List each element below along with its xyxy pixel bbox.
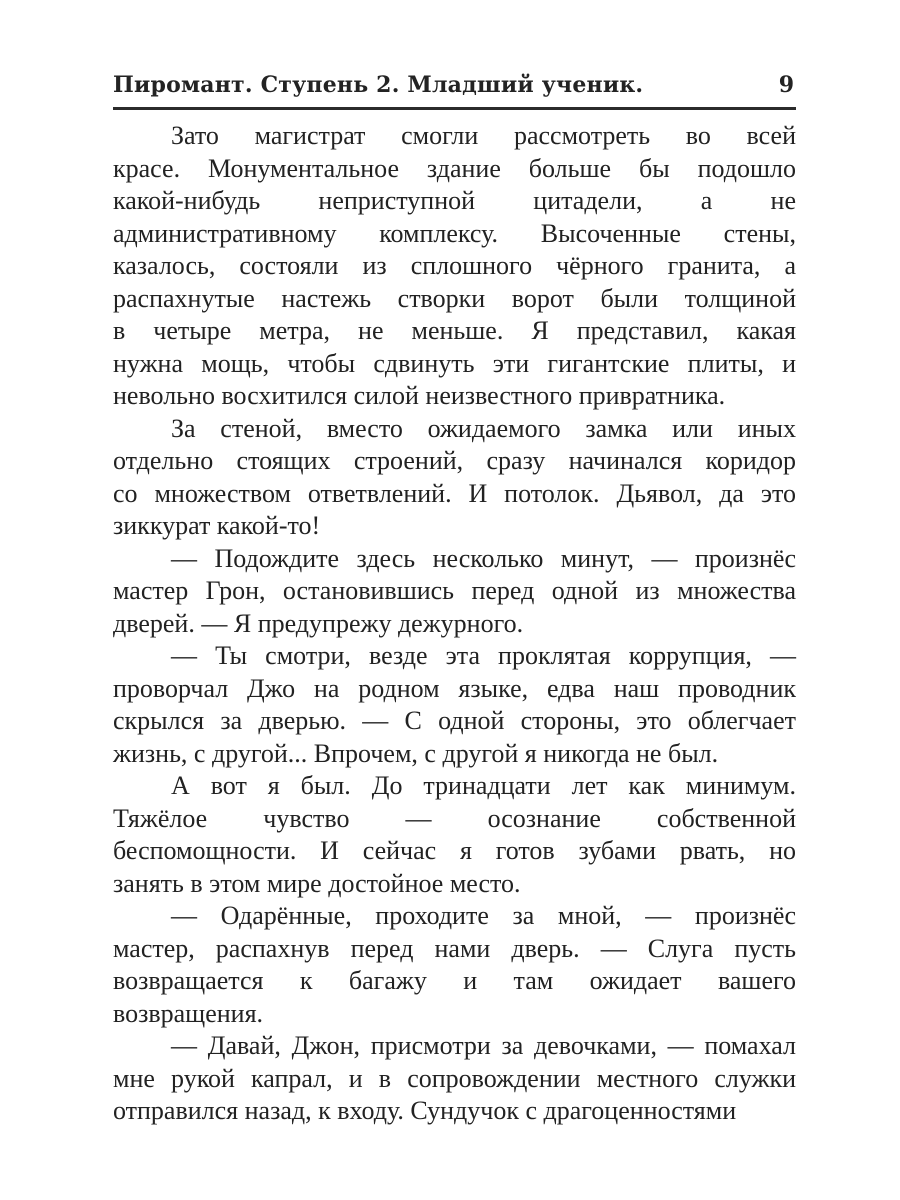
- text-line: возвращается к багажу и там ожидает вашего: [113, 966, 796, 995]
- text-line: беспомощности. И сейчас я готов зубами рвать, но: [113, 836, 796, 865]
- paragraph: [113, 543, 796, 641]
- paragraph: [113, 1030, 796, 1128]
- page-content: [113, 72, 796, 1128]
- text-line: казалось, состояли из сплошного чёрного гранита, а: [113, 251, 796, 280]
- text-line: со множеством ответвлений. И потолок. Дьявол, да это: [113, 478, 796, 508]
- text-line: распахнутые настежь створки ворот были толщиной: [113, 283, 796, 313]
- text-line: административному комплексу. Высоченные стены,: [113, 218, 796, 248]
- paragraph: [113, 413, 796, 543]
- text-line: мне рукой капрал, и в сопровождении местного служки: [113, 1063, 796, 1093]
- paragraph: [113, 770, 796, 900]
- paragraph: [113, 900, 796, 1030]
- text-line: Зато магистрат смогли рассмотреть во всей: [171, 121, 796, 150]
- header-rule: [113, 107, 796, 110]
- text-line: какой-нибудь неприступной цитадели, а не: [113, 186, 796, 215]
- page-number: 9: [778, 72, 794, 98]
- text-line: проворчал Джо на родном языке, едва наш проводник: [113, 673, 796, 703]
- text-line: — Одарённые, проходите за мной, — произнёс: [171, 901, 796, 930]
- text-line: скрылся за дверью. — С одной стороны, это облегчает: [113, 706, 796, 735]
- text-line: А вот я был. До тринадцати лет как минимум.: [171, 771, 796, 800]
- text-line: — Подождите здесь несколько минут, — произнёс: [171, 543, 796, 573]
- text-line: возвращения.: [113, 998, 264, 1028]
- text-line: невольно восхитился силой неизвестного привратника.: [113, 381, 726, 410]
- text-line: жизнь, с другой... Впрочем, с другой я никогда не был.: [113, 738, 719, 768]
- text-line: зиккурат какой-то!: [113, 511, 321, 540]
- text-line: — Ты смотри, везде эта проклятая коррупция, —: [171, 641, 796, 670]
- page-header: [113, 72, 796, 98]
- text-line: Тяжёлое чувство — осознание собственной: [113, 803, 796, 833]
- text-line: мастер Грон, остановившись перед одной из множества: [113, 576, 796, 605]
- text-line: мастер, распахнув перед нами дверь. — Слуга пусть: [113, 933, 796, 963]
- page-body: [113, 120, 796, 1128]
- text-line: красе. Монументальное здание больше бы подошло: [113, 153, 796, 183]
- text-line: в четыре метра, не меньше. Я представил, какая: [113, 316, 796, 345]
- text-line: дверей. — Я предупрежу дежурного.: [113, 608, 524, 638]
- text-line: отправился назад, к входу. Сундучок с драгоценностями: [113, 1096, 737, 1125]
- paragraph: [113, 640, 796, 770]
- text-line: — Давай, Джон, присмотри за девочками, — помахал: [171, 1031, 796, 1060]
- paragraph: [113, 120, 796, 413]
- text-line: нужна мощь, чтобы сдвинуть эти гигантские плиты, и: [113, 348, 796, 378]
- text-line: занять в этом мире достойное место.: [113, 868, 521, 898]
- running-title: Пиромант. Ступень 2. Младший ученик.: [113, 72, 644, 98]
- text-line: отдельно стоящих строений, сразу начинался коридор: [113, 446, 796, 475]
- text-line: За стеной, вместо ожидаемого замка или иных: [171, 413, 796, 443]
